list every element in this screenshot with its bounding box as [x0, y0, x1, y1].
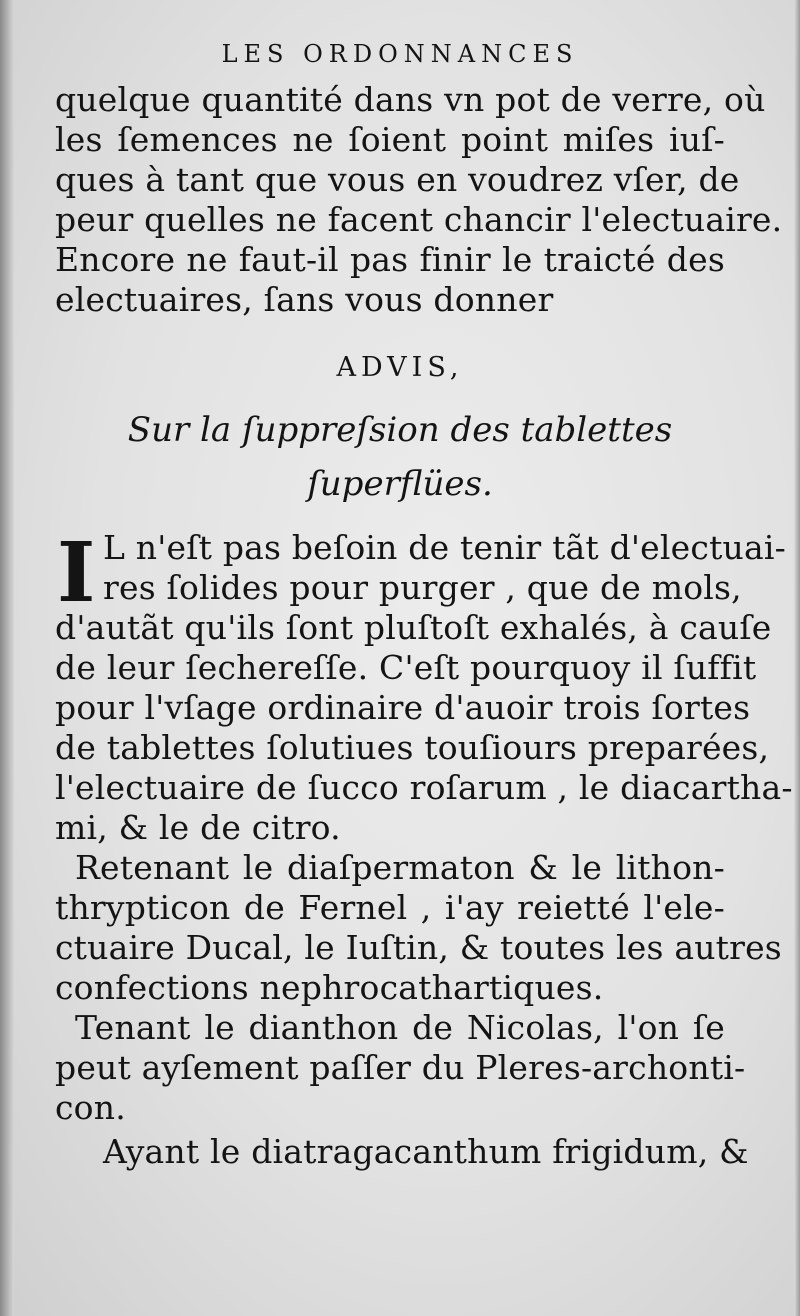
- text-line: ctuaire Ducal, le Iuſtin, & toutes les autres: [55, 928, 782, 967]
- page-left-edge: [0, 0, 14, 1316]
- text-line: d'autãt qu'ils ſont pluſtoſt exhalés, à cauſe: [55, 608, 772, 647]
- paragraph-3: [55, 1008, 746, 1128]
- paragraph-4: [55, 1132, 749, 1172]
- text-line: pour l'vſage ordinaire d'auoir trois ſortes: [55, 688, 751, 727]
- text-line: peut ayſement paſſer du Pleres-archonti-: [55, 1048, 746, 1087]
- paragraph-1: [55, 608, 793, 848]
- text-line: de tablettes ſolutiues touſiours preparées,: [55, 728, 770, 767]
- text-line: quelque quantité dans vn pot de verre, où: [55, 80, 766, 119]
- text-line: L n'eſt pas beſoin de tenir tãt d'electuai-: [103, 528, 786, 567]
- text-line: res ſolides pour purger , que de mols,: [103, 568, 742, 607]
- text-line: de leur ſechereſſe. C'eſt pourquoy il ſuffit: [55, 648, 757, 687]
- paragraph-1-indented: [103, 528, 786, 608]
- intro-paragraph: [55, 80, 783, 320]
- text-line: peur quelles ne facent chancir l'electuaire.: [55, 200, 783, 239]
- text-line: Encore ne faut-il pas finir le traicté des: [55, 240, 725, 279]
- text-line: les ſemences ne ſoient point miſes iuſ-: [55, 120, 725, 159]
- section-heading: ADVIS,: [336, 352, 464, 383]
- text-line: con.: [55, 1088, 126, 1127]
- text-line: Tenant le dianthon de Nicolas, l'on ſe: [75, 1008, 725, 1047]
- section-subtitle-line-1: Sur la ſuppreſsion des tablettes: [127, 410, 673, 450]
- running-head: LES ORDONNANCES: [221, 40, 579, 68]
- text-line: l'electuaire de ſucco roſarum , le diacartha-: [55, 768, 793, 807]
- text-line: Ayant le diatragacanthum frigidum, &: [103, 1132, 749, 1171]
- text-line: mi, & le de citro.: [55, 808, 341, 847]
- text-line: thrypticon de Fernel , i'ay reietté l'ele-: [55, 888, 725, 927]
- section-subtitle-line-2: ſuperflües.: [307, 464, 493, 504]
- drop-capital: I: [57, 525, 96, 621]
- text-line: confections nephrocathartiques.: [55, 968, 604, 1007]
- text-line: ques à tant que vous en voudrez vſer, de: [55, 160, 740, 199]
- text-line: electuaires, ſans vous donner: [55, 280, 554, 319]
- text-line: Retenant le diaſpermaton & le lithon-: [75, 848, 725, 887]
- page-right-edge: [794, 0, 800, 1316]
- paragraph-2: [55, 848, 782, 1008]
